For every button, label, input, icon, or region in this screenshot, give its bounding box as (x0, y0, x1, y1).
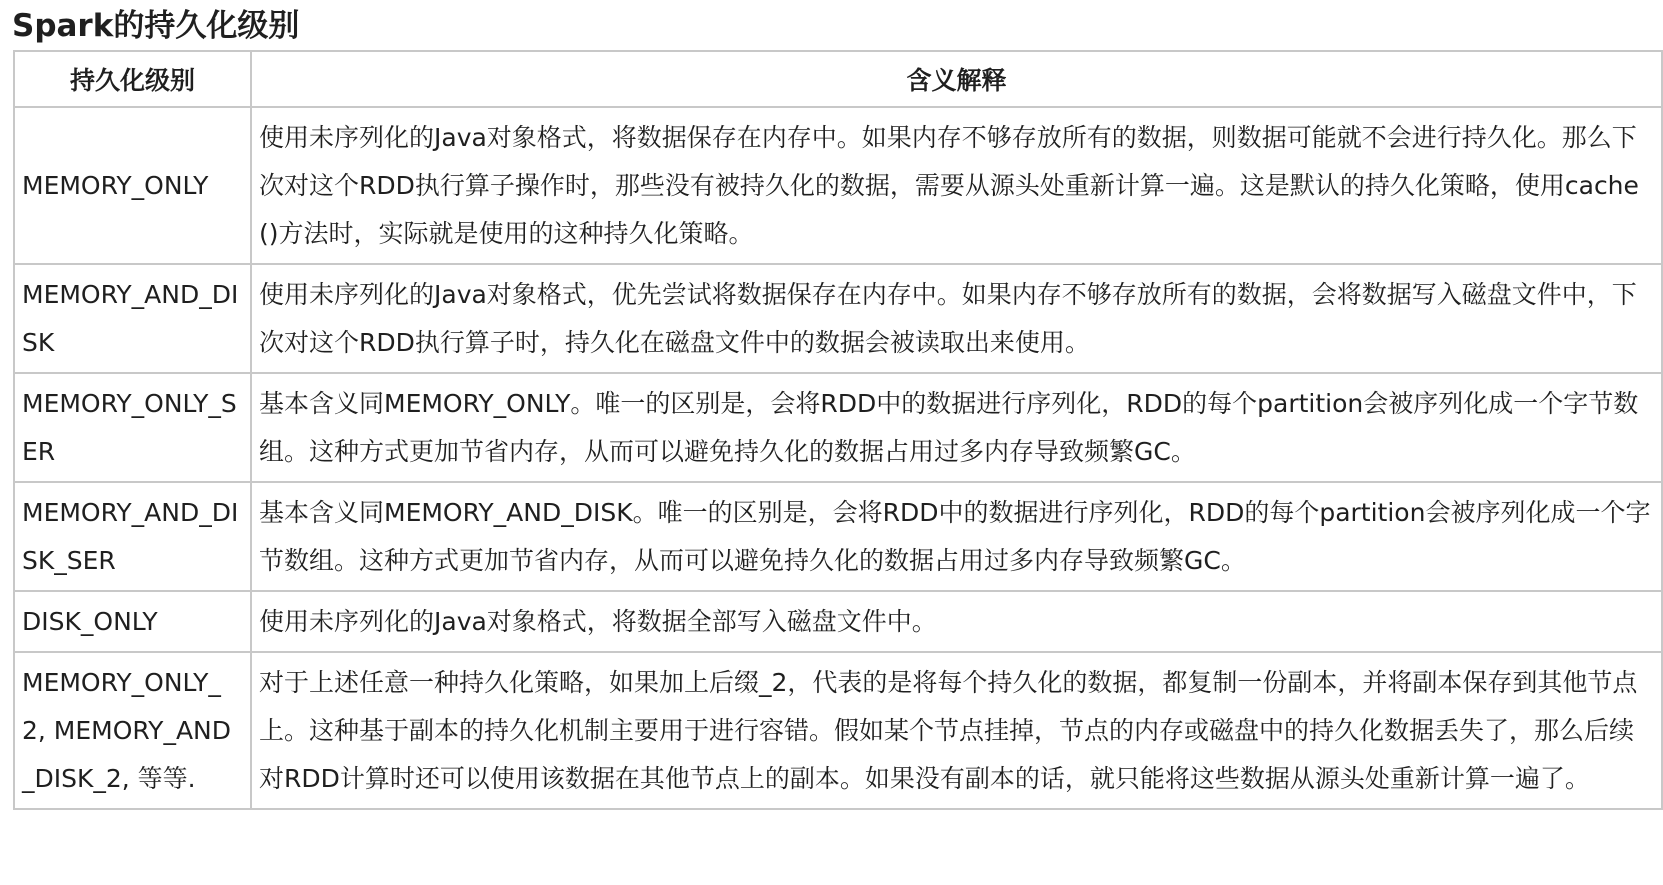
meaning-cell: 使用未序列化的Java对象格式，将数据保存在内存中。如果内存不够存放所有的数据，则数据可能就不会进行持久化。那么下次对这个RDD执行算子操作时，那些没有被持久化的数据，需要从源头处重新计算一遍。这是默认的持久化策略，使用cache()方法时，实际就是使用的这种持久化策略。 (251, 107, 1662, 264)
level-cell: MEMORY_ONLY (14, 107, 251, 264)
column-header-level: 持久化级别 (14, 51, 251, 107)
table-row (14, 652, 1662, 809)
level-cell: MEMORY_AND_DISK_SER (14, 482, 251, 591)
level-cell: MEMORY_AND_DISK (14, 264, 251, 373)
meaning-cell: 使用未序列化的Java对象格式，优先尝试将数据保存在内存中。如果内存不够存放所有的数据，会将数据写入磁盘文件中，下次对这个RDD执行算子时，持久化在磁盘文件中的数据会被读取出来使用。 (251, 264, 1662, 373)
table-header-row (14, 51, 1662, 107)
meaning-cell: 基本含义同MEMORY_AND_DISK。唯一的区别是，会将RDD中的数据进行序列化，RDD的每个partition会被序列化成一个字节数组。这种方式更加节省内存，从而可以避免持久化的数据占用过多内存导致频繁GC。 (251, 482, 1662, 591)
table-row (14, 373, 1662, 482)
meaning-cell: 基本含义同MEMORY_ONLY。唯一的区别是，会将RDD中的数据进行序列化，RDD的每个partition会被序列化成一个字节数组。这种方式更加节省内存，从而可以避免持久化的数据占用过多内存导致频繁GC。 (251, 373, 1662, 482)
table-row (14, 482, 1662, 591)
level-cell: DISK_ONLY (14, 591, 251, 652)
table-row (14, 264, 1662, 373)
persistence-levels-table (13, 50, 1663, 810)
column-header-meaning: 含义解释 (251, 51, 1662, 107)
level-cell: MEMORY_ONLY_2, MEMORY_AND_DISK_2, 等等. (14, 652, 251, 809)
meaning-cell: 使用未序列化的Java对象格式，将数据全部写入磁盘文件中。 (251, 591, 1662, 652)
table-row (14, 591, 1662, 652)
level-cell: MEMORY_ONLY_SER (14, 373, 251, 482)
meaning-cell: 对于上述任意一种持久化策略，如果加上后缀_2，代表的是将每个持久化的数据，都复制一份副本，并将副本保存到其他节点上。这种基于副本的持久化机制主要用于进行容错。假如某个节点挂掉，节点的内存或磁盘中的持久化数据丢失了，那么后续对RDD计算时还可以使用该数据在其他节点上的副本。如果没有副本的话，就只能将这些数据从源头处重新计算一遍了。 (251, 652, 1662, 809)
page-title: Spark的持久化级别 (12, 8, 300, 44)
table-row (14, 107, 1662, 264)
